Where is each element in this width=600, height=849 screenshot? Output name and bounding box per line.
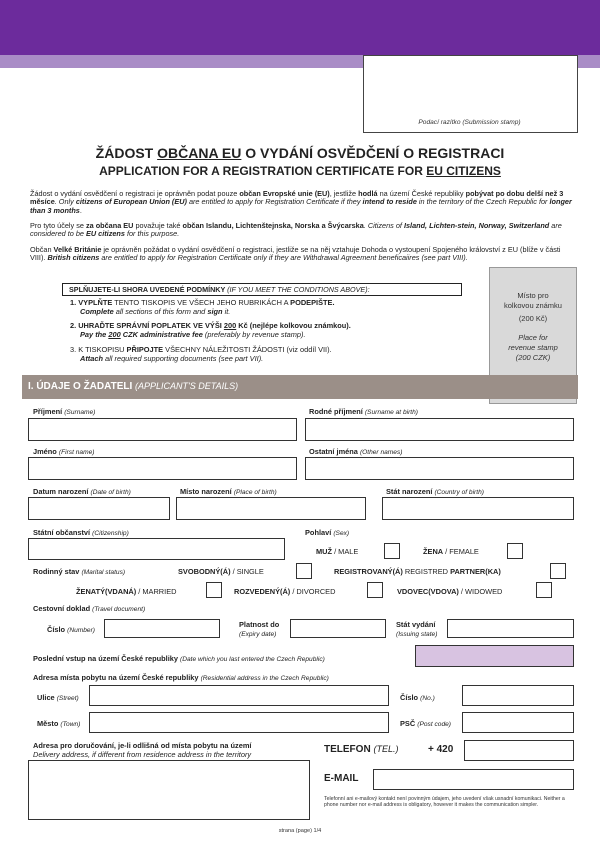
expiry-field[interactable] [290,619,386,638]
house-number-field[interactable] [462,685,574,706]
title-english: APPLICATION FOR A REGISTRATION CERTIFICATE FOR EU CITIZENS [99,164,501,178]
pob-field[interactable] [176,497,366,520]
submission-stamp-label: Podací razítko (Submission stamp) [418,119,521,126]
sex-label: Pohlaví (Sex) [305,528,350,537]
conditions-heading: SPLŇUJETE-LI SHORA UVEDENÉ PODMÍNKY (IF YOU MEET THE CONDITIONS ABOVE): [62,283,462,296]
issuing-state-field[interactable] [447,619,574,638]
expiry-label: Platnost do (Expiry date) [239,620,280,638]
other-names-field[interactable] [305,457,574,480]
marital-married-label: ŽENATÝ(VDANÁ) / MARRIED [76,587,177,596]
fee-box-line: (200 CZK) [515,353,551,362]
other-names-label: Ostatní jména (Other names) [309,447,403,456]
sex-female-checkbox[interactable] [507,543,523,559]
doc-number-label: Číslo (Number) [47,625,95,634]
marital-widowed-checkbox[interactable] [536,582,552,598]
fee-box-line: (200 Kč) [518,314,548,323]
last-entry-label: Poslední vstup na území České republiky (Date which you last entered the Czech Republic) [33,654,325,663]
cob-label: Stát narození (Country of birth) [386,487,484,496]
residence-label: Adresa místa pobytu na území České republiky (Residential address in the Czech Republic) [33,673,329,682]
marital-status-label: Rodinný stav (Marital status) [33,567,126,576]
phone-field[interactable] [464,740,574,761]
dob-label: Datum narození (Date of birth) [33,487,131,496]
first-name-label: Jméno (First name) [33,447,95,456]
fee-box-line: kolkovou známku [504,301,562,310]
postcode-field[interactable] [462,712,574,733]
fee-box-line: Place for [518,333,548,342]
citizenship-label: Státní občanství (Citizenship) [33,528,129,537]
marital-divorced-label: ROZVEDENÝ(Á) / DIVORCED [234,587,336,596]
intro-paragraph-1: Žádost o vydání osvědčení o registraci je oprávněn podat pouze občan Evropské unie (EU), jestliže hodlá na území České republiky pobývat po dobu delší než 3 měsíce. Only citizens of European Union (EU) are entitled to apply for Registration Certificate if they intend to reside in the territory of the Czech Republic for longer than 3 months. [30,189,572,215]
sex-female-label: ŽENA / FEMALE [423,547,479,556]
last-entry-field[interactable] [415,645,574,667]
pob-label: Místo narození (Place of birth) [180,487,277,496]
delivery-address-field[interactable] [28,760,310,820]
marital-single-checkbox[interactable] [296,563,312,579]
dob-field[interactable] [28,497,170,520]
step-3: 3. K TISKOPISU PŘIPOJTE VŠECHNY NÁLEŽITOSTI ŽÁDOSTI (viz oddíl VII). Attach all required supporting documents (see part VII). [70,345,332,363]
marital-divorced-checkbox[interactable] [367,582,383,598]
postcode-label: PSČ (Post code) [400,719,451,728]
street-label: Ulice (Street) [37,693,79,702]
email-field[interactable] [373,769,574,790]
marital-married-checkbox[interactable] [206,582,222,598]
sex-male-checkbox[interactable] [384,543,400,559]
title-czech: ŽÁDOST OBČANA EU O VYDÁNÍ OSVĚDČENÍ O REGISTRACI [95,145,505,161]
surname-label: Příjmení (Surname) [33,407,96,416]
street-field[interactable] [89,685,389,706]
marital-single-label: SVOBODNÝ(Á) / SINGLE [178,567,264,576]
issuing-state-label: Stát vydání (Issuing state) [396,620,438,638]
house-number-label: Číslo (No.) [400,693,435,702]
page-number: strana (page) 1/4 [278,828,322,834]
section-title: I. ÚDAJE O ŽADATELI (APPLICANT'S DETAILS) [28,381,239,392]
cob-field[interactable] [382,497,574,520]
email-label: E-MAIL [324,773,359,784]
intro-paragraph-2: Pro tyto účely se za občana EU považuje také občan Islandu, Lichtenštejnska, Norska a Švýcarska. Citizens of Island, Lichten-stein, Norway, Switzerland are considered to be EU citizens for this purpose. [30,221,562,239]
doc-number-field[interactable] [104,619,220,638]
fee-box-line: Místo pro [517,291,549,300]
step-2: 2. UHRAĎTE SPRÁVNÍ POPLATEK VE VÝŠI 200 Kč (nejlépe kolkovou známkou). Pay the 200 CZK administrative fee (preferably by revenue stamp). [70,321,351,339]
marital-partner-label: REGISTROVANÝ(Á) REGISTRED PARTNER(KA) [334,567,501,576]
surname-field[interactable] [28,418,297,441]
birth-surname-field[interactable] [305,418,574,441]
marital-widowed-label: VDOVEC(VDOVA) / WIDOWED [397,587,503,596]
marital-partner-checkbox[interactable] [550,563,566,579]
first-name-field[interactable] [28,457,297,480]
contact-note: Telefonní ani e-mailový kontakt není povinným údajem, jeho uvedení však usnadní komunikaci. Neither a phone number nor e-mail address is obligatory, however it makes the communication simpler. [324,796,565,809]
step-1: 1. VYPLŇTE TENTO TISKOPIS VE VŠECH JEHO RUBRIKÁCH A PODEPIŠTE. Complete all sections of this form and sign it. [70,298,335,316]
travel-document-label: Cestovní doklad (Travel document) [33,604,146,613]
birth-surname-label: Rodné příjmení (Surname at birth) [309,407,418,416]
town-field[interactable] [89,712,389,733]
sex-male-label: MUŽ / MALE [316,547,359,556]
town-label: Město (Town) [37,719,81,728]
fee-box-line: revenue stamp [508,343,558,352]
header-band [0,0,600,55]
intro-paragraph-3: Občan Velké Británie je oprávněn požádat o vydání osvědčení o registraci, jestliže se na něj vztahuje Dohoda o vystoupení Spojeného království z EU (blíže v části VIII). British citizens are entitled to apply for Registration Certificate only if they are Withdrawal Agreement beneficaiires (see part VIII). [30,245,561,263]
citizenship-field[interactable] [28,538,285,560]
phone-label: TELEFON (TEL.) [324,744,399,755]
phone-prefix: + 420 [428,744,454,755]
delivery-address-label: Adresa pro doručování, je-li odlišná od místa pobytu na území Delivery address, if different from residence address in the territory [33,741,252,759]
